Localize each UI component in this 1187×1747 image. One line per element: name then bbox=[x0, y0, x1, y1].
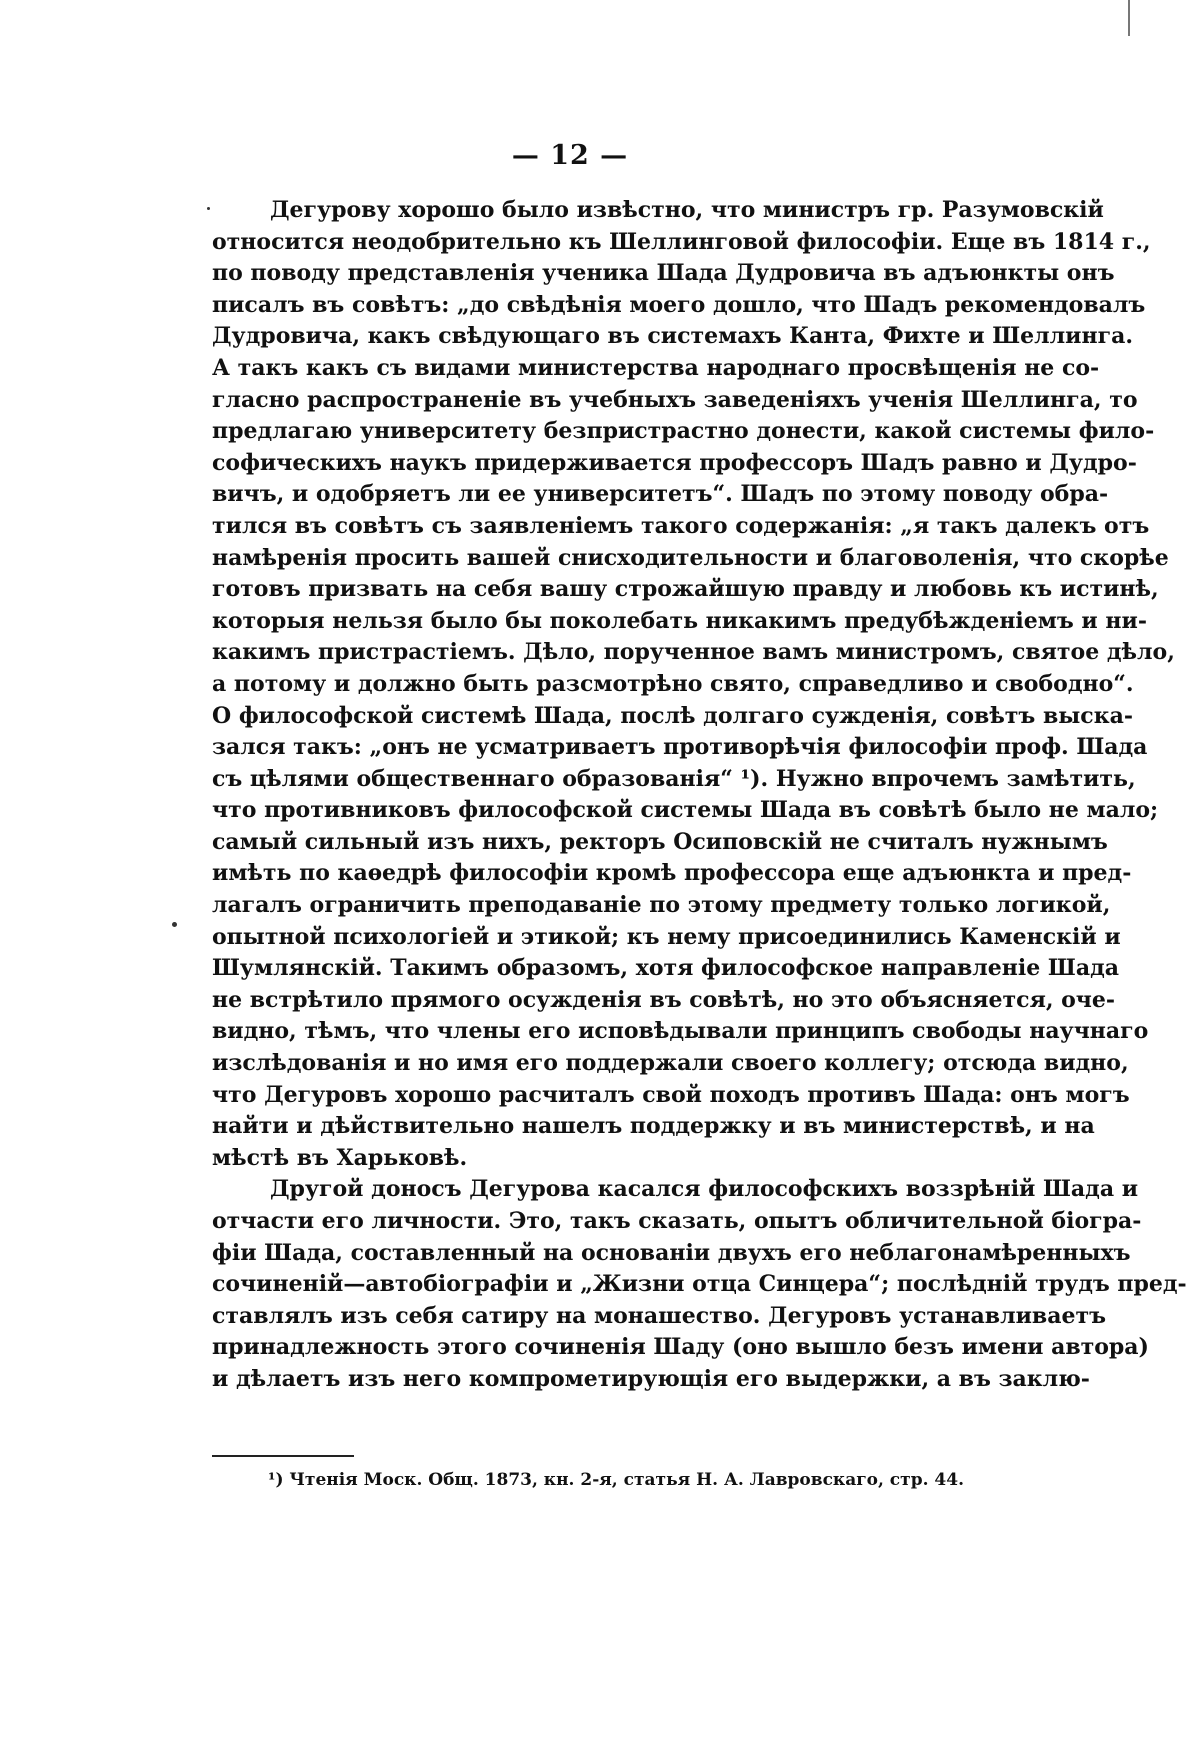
paragraph bbox=[212, 195, 1175, 1174]
text-line: писалъ въ совѣтъ: „до свѣдѣнія моего дошло, что Шадъ рекомендовалъ bbox=[212, 291, 1146, 318]
text-line: мѣстѣ въ Харьковѣ. bbox=[212, 1144, 468, 1171]
text-line: относится неодобрительно къ Шеллинговой философіи. Еще въ 1814 г., bbox=[212, 228, 1151, 255]
text-line: сочиненій—автобіографіи и „Жизни отца Синцера“; послѣдній трудъ пред- bbox=[212, 1271, 1187, 1298]
footnote-divider bbox=[212, 1455, 354, 1457]
text-line: намѣренія просить вашей снисходительности и благоволенія, что скорѣе bbox=[212, 544, 1169, 571]
text-line: опытной психологіей и этикой; къ нему присоединились Каменскій и bbox=[212, 923, 1121, 950]
scan-speck bbox=[172, 922, 177, 927]
text-line: Другой доносъ Дегурова касался философскихъ воззрѣній Шада и bbox=[270, 1176, 1139, 1203]
text-line: что противниковъ философской системы Шада въ совѣтѣ было не мало; bbox=[212, 797, 1159, 824]
text-line: О философской системѣ Шада, послѣ долгаго сужденія, совѣтъ выска- bbox=[212, 702, 1133, 729]
text-line: зался такъ: „онъ не усматриваетъ противорѣчія философіи проф. Шада bbox=[212, 734, 1148, 761]
text-line: софическихъ наукъ придерживается профессоръ Шадъ равно и Дудро- bbox=[212, 449, 1137, 476]
text-line: лагалъ ограничить преподаваніе по этому предмету только логикой, bbox=[212, 892, 1111, 919]
text-line: изслѣдованія и но имя его поддержали своего коллегу; отсюда видно, bbox=[212, 1050, 1129, 1077]
text-line: вичъ, и одобряетъ ли ее университетъ“. Шадъ по этому поводу обра- bbox=[212, 481, 1109, 508]
text-line: А такъ какъ съ видами министерства народнаго просвѣщенія не со- bbox=[212, 354, 1100, 381]
text-line: отчасти его личности. Это, такъ сказать, опытъ обличительной біогра- bbox=[212, 1208, 1142, 1234]
text-line: съ цѣлями общественнаго образованія“ ¹). Нужно впрочемъ замѣтить, bbox=[212, 765, 1136, 792]
text-line: имѣть по каѳедрѣ философіи кромѣ профессора еще адъюнкта и пред- bbox=[212, 860, 1132, 887]
text-line: по поводу представленія ученика Шада Дудровича въ адъюнкты онъ bbox=[212, 260, 1115, 287]
text-line: какимъ пристрастіемъ. Дѣло, порученное вамъ министромъ, святое дѣло, bbox=[212, 639, 1175, 666]
scan-speck bbox=[207, 207, 210, 210]
footnote: ¹) Чтенія Моск. Общ. 1873, кн. 2-я, статья Н. А. Лавровскаго, стр. 44. bbox=[268, 1470, 964, 1490]
main-text bbox=[212, 195, 1187, 1396]
text-line: фіи Шада, составленный на основаніи двухъ его неблагонамѣренныхъ bbox=[212, 1239, 1131, 1266]
text-line: готовъ призвать на себя вашу строжайшую правду и любовь къ истинѣ, bbox=[212, 576, 1159, 603]
text-line: предлагаю университету безпристрастно донести, какой системы фило- bbox=[212, 418, 1155, 445]
text-line: Дудровича, какъ свѣдующаго въ системахъ Канта, Фихте и Шеллинга. bbox=[212, 323, 1133, 350]
text-line: которыя нельзя было бы поколебать никакимъ предубѣжденіемъ и ни- bbox=[212, 607, 1147, 634]
paragraph bbox=[212, 1174, 1187, 1395]
text-line: видно, тѣмъ, что члены его исповѣдывали принципъ свободы научнаго bbox=[212, 1018, 1149, 1045]
text-line: а потому и должно быть разсмотрѣно свято, справедливо и свободно“. bbox=[212, 670, 1134, 697]
text-line: ставлялъ изъ себя сатиру на монашество. Дегуровъ устанавливаетъ bbox=[212, 1302, 1106, 1329]
page-number: — 12 — bbox=[511, 140, 629, 171]
text-line: Шумлянскій. Такимъ образомъ, хотя философское направленіе Шада bbox=[212, 955, 1119, 982]
text-line: не встрѣтило прямого осужденія въ совѣтѣ, но это объясняется, оче- bbox=[212, 986, 1116, 1013]
text-line: найти и дѣйствительно нашелъ поддержку и въ министерствѣ, и на bbox=[212, 1113, 1095, 1140]
text-line: гласно распространеніе въ учебныхъ заведеніяхъ ученія Шеллинга, то bbox=[212, 386, 1138, 413]
text-line: что Дегуровъ хорошо расчиталъ свой походъ противъ Шада: онъ могъ bbox=[212, 1081, 1130, 1108]
text-line: принадлежность этого сочиненія Шаду (оно вышло безъ имени автора) bbox=[212, 1334, 1149, 1361]
scan-edge-mark bbox=[1128, 0, 1130, 36]
text-line: Дегурову хорошо было извѣстно, что министръ гр. Разумовскій bbox=[270, 197, 1104, 223]
text-line: и дѣлаетъ изъ него компрометирующія его выдержки, а въ заклю- bbox=[212, 1365, 1090, 1392]
text-line: самый сильный изъ нихъ, ректоръ Осиповскій не считалъ нужнымъ bbox=[212, 828, 1108, 855]
text-line: тился въ совѣтъ съ заявленіемъ такого содержанія: „я такъ далекъ отъ bbox=[212, 512, 1150, 539]
